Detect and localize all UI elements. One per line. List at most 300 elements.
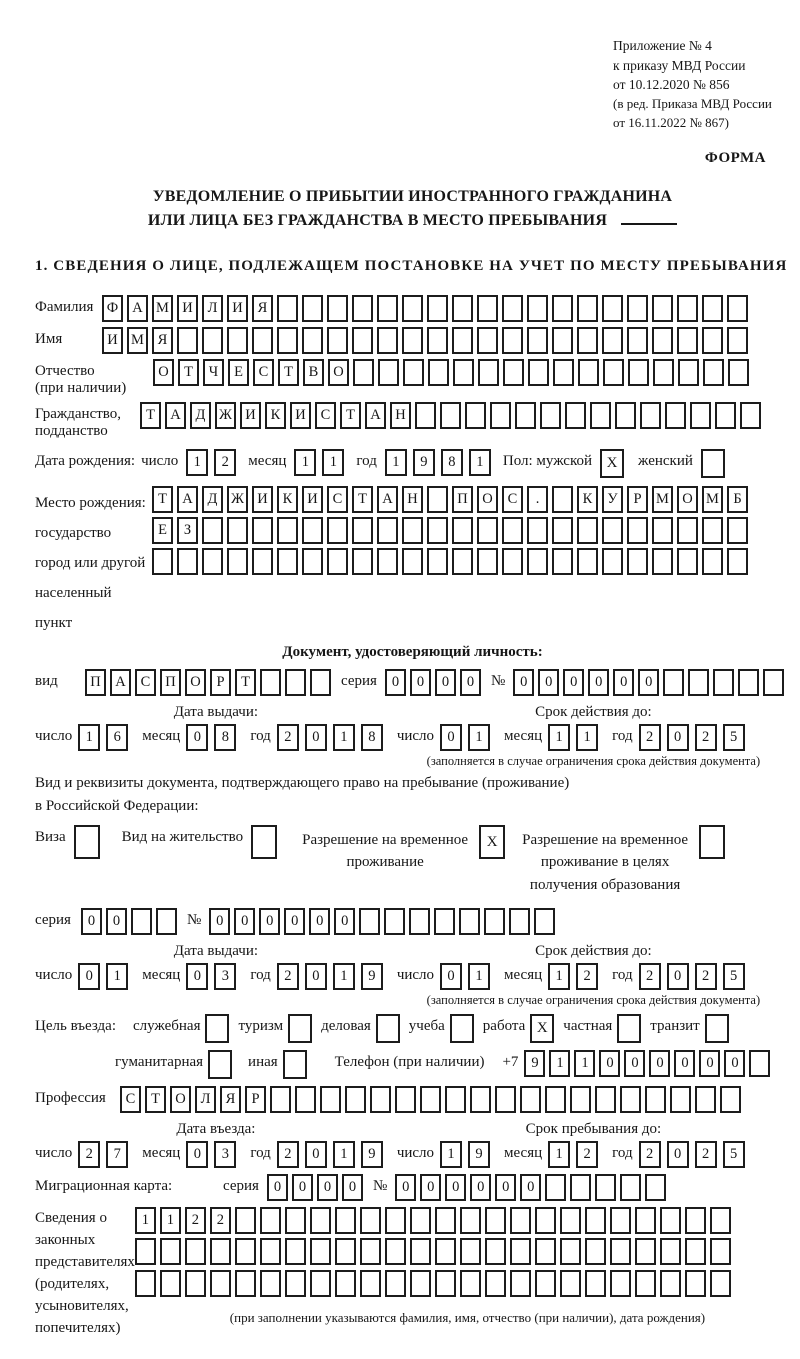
form-cell[interactable]: 0 — [538, 669, 559, 696]
form-cell[interactable] — [577, 327, 598, 354]
form-cell[interactable]: 0 — [460, 669, 481, 696]
form-cell[interactable]: И — [177, 295, 198, 322]
form-cell[interactable] — [377, 517, 398, 544]
form-cell[interactable]: С — [502, 486, 523, 513]
form-cell[interactable] — [252, 327, 273, 354]
form-cell[interactable]: Ч — [203, 359, 224, 386]
form-cell[interactable] — [685, 1270, 706, 1297]
form-cell[interactable] — [665, 402, 686, 429]
form-cell[interactable]: 0 — [385, 669, 406, 696]
form-cell[interactable] — [703, 359, 724, 386]
form-cell[interactable]: 2 — [639, 963, 661, 990]
form-cell[interactable]: 0 — [106, 908, 127, 935]
form-cell[interactable]: А — [177, 486, 198, 513]
purpose-other-checkbox[interactable] — [283, 1050, 307, 1079]
form-cell[interactable] — [527, 295, 548, 322]
form-cell[interactable] — [690, 402, 711, 429]
form-cell[interactable] — [660, 1207, 681, 1234]
form-cell[interactable] — [135, 1270, 156, 1297]
form-cell[interactable]: 1 — [548, 963, 570, 990]
form-cell[interactable] — [570, 1086, 591, 1113]
form-cell[interactable] — [477, 327, 498, 354]
form-cell[interactable]: 1 — [548, 1141, 570, 1168]
form-cell[interactable] — [502, 548, 523, 575]
form-cell[interactable] — [427, 295, 448, 322]
form-cell[interactable] — [652, 548, 673, 575]
form-cell[interactable]: 2 — [576, 1141, 598, 1168]
form-cell[interactable] — [645, 1086, 666, 1113]
form-cell[interactable] — [652, 327, 673, 354]
purpose-tourism-checkbox[interactable] — [288, 1014, 312, 1043]
form-cell[interactable] — [560, 1238, 581, 1265]
form-cell[interactable]: Ф — [102, 295, 123, 322]
form-cell[interactable] — [202, 517, 223, 544]
form-cell[interactable]: 5 — [723, 1141, 745, 1168]
form-cell[interactable] — [377, 327, 398, 354]
form-cell[interactable] — [427, 327, 448, 354]
form-cell[interactable] — [603, 359, 624, 386]
form-cell[interactable]: 9 — [361, 963, 383, 990]
form-cell[interactable]: 7 — [106, 1141, 128, 1168]
form-cell[interactable] — [552, 486, 573, 513]
form-cell[interactable]: Я — [252, 295, 273, 322]
form-cell[interactable] — [552, 517, 573, 544]
form-cell[interactable] — [477, 517, 498, 544]
form-cell[interactable]: 1 — [135, 1207, 156, 1234]
form-cell[interactable] — [285, 1207, 306, 1234]
form-cell[interactable] — [660, 1270, 681, 1297]
form-cell[interactable]: 0 — [667, 724, 689, 751]
form-cell[interactable] — [552, 327, 573, 354]
form-cell[interactable]: И — [227, 295, 248, 322]
form-cell[interactable] — [678, 359, 699, 386]
form-cell[interactable] — [627, 295, 648, 322]
form-cell[interactable]: 2 — [277, 724, 299, 751]
form-cell[interactable]: 3 — [214, 1141, 236, 1168]
purpose-study-checkbox[interactable] — [450, 1014, 474, 1043]
form-cell[interactable]: Т — [352, 486, 373, 513]
form-cell[interactable]: 0 — [599, 1050, 620, 1077]
form-cell[interactable] — [728, 359, 749, 386]
form-cell[interactable] — [410, 1207, 431, 1234]
form-cell[interactable]: Ж — [227, 486, 248, 513]
purpose-official-checkbox[interactable] — [205, 1014, 229, 1043]
gender-male-checkbox[interactable]: X — [600, 449, 624, 478]
form-cell[interactable] — [227, 327, 248, 354]
form-cell[interactable] — [445, 1086, 466, 1113]
form-cell[interactable] — [345, 1086, 366, 1113]
form-cell[interactable]: 0 — [267, 1174, 288, 1201]
form-cell[interactable] — [353, 359, 374, 386]
form-cell[interactable] — [715, 402, 736, 429]
form-cell[interactable] — [509, 908, 530, 935]
form-cell[interactable]: 9 — [361, 1141, 383, 1168]
form-cell[interactable]: И — [302, 486, 323, 513]
form-cell[interactable]: 0 — [292, 1174, 313, 1201]
form-cell[interactable]: Е — [228, 359, 249, 386]
form-cell[interactable] — [713, 669, 734, 696]
form-cell[interactable]: М — [702, 486, 723, 513]
form-cell[interactable]: 9 — [468, 1141, 490, 1168]
form-cell[interactable] — [185, 1270, 206, 1297]
form-cell[interactable] — [160, 1238, 181, 1265]
form-cell[interactable]: 1 — [385, 449, 407, 476]
form-cell[interactable]: М — [652, 486, 673, 513]
form-cell[interactable]: 0 — [674, 1050, 695, 1077]
form-cell[interactable] — [152, 548, 173, 575]
form-cell[interactable]: И — [252, 486, 273, 513]
form-cell[interactable] — [578, 359, 599, 386]
form-cell[interactable] — [720, 1086, 741, 1113]
form-cell[interactable]: 1 — [186, 449, 208, 476]
form-cell[interactable] — [685, 1207, 706, 1234]
form-cell[interactable] — [459, 908, 480, 935]
form-cell[interactable] — [402, 548, 423, 575]
form-cell[interactable]: А — [165, 402, 186, 429]
form-cell[interactable]: 0 — [81, 908, 102, 935]
form-cell[interactable] — [702, 548, 723, 575]
form-cell[interactable] — [620, 1086, 641, 1113]
form-cell[interactable]: П — [85, 669, 106, 696]
form-cell[interactable]: Т — [235, 669, 256, 696]
purpose-humanitarian-checkbox[interactable] — [208, 1050, 232, 1079]
form-cell[interactable] — [577, 548, 598, 575]
form-cell[interactable] — [695, 1086, 716, 1113]
form-cell[interactable] — [385, 1207, 406, 1234]
form-cell[interactable] — [677, 327, 698, 354]
form-cell[interactable]: 1 — [468, 724, 490, 751]
form-cell[interactable] — [602, 295, 623, 322]
form-cell[interactable] — [640, 402, 661, 429]
form-cell[interactable] — [685, 1238, 706, 1265]
form-cell[interactable] — [585, 1238, 606, 1265]
form-cell[interactable]: 0 — [699, 1050, 720, 1077]
form-cell[interactable] — [277, 548, 298, 575]
form-cell[interactable]: 0 — [624, 1050, 645, 1077]
form-cell[interactable] — [552, 295, 573, 322]
form-cell[interactable] — [452, 327, 473, 354]
form-cell[interactable]: И — [290, 402, 311, 429]
form-cell[interactable] — [352, 517, 373, 544]
form-cell[interactable] — [620, 1174, 641, 1201]
form-cell[interactable] — [359, 908, 380, 935]
form-cell[interactable] — [763, 669, 784, 696]
form-cell[interactable] — [377, 295, 398, 322]
form-cell[interactable] — [327, 295, 348, 322]
form-cell[interactable] — [285, 669, 306, 696]
form-cell[interactable] — [402, 295, 423, 322]
purpose-private-checkbox[interactable] — [617, 1014, 641, 1043]
form-cell[interactable]: Т — [152, 486, 173, 513]
form-cell[interactable] — [660, 1238, 681, 1265]
form-cell[interactable] — [702, 327, 723, 354]
form-cell[interactable]: А — [377, 486, 398, 513]
form-cell[interactable] — [535, 1238, 556, 1265]
form-cell[interactable] — [677, 517, 698, 544]
form-cell[interactable] — [385, 1270, 406, 1297]
form-cell[interactable] — [370, 1086, 391, 1113]
form-cell[interactable]: 0 — [435, 669, 456, 696]
form-cell[interactable] — [535, 1270, 556, 1297]
form-cell[interactable] — [202, 548, 223, 575]
form-cell[interactable]: С — [135, 669, 156, 696]
form-cell[interactable]: Т — [178, 359, 199, 386]
form-cell[interactable] — [310, 669, 331, 696]
form-cell[interactable]: Р — [210, 669, 231, 696]
form-cell[interactable] — [260, 669, 281, 696]
form-cell[interactable] — [477, 295, 498, 322]
form-cell[interactable] — [235, 1207, 256, 1234]
form-cell[interactable] — [465, 402, 486, 429]
form-cell[interactable]: И — [102, 327, 123, 354]
form-cell[interactable] — [460, 1270, 481, 1297]
form-cell[interactable]: Н — [390, 402, 411, 429]
form-cell[interactable] — [610, 1238, 631, 1265]
form-cell[interactable]: Н — [402, 486, 423, 513]
form-cell[interactable]: 2 — [639, 724, 661, 751]
form-cell[interactable]: 2 — [214, 449, 236, 476]
form-cell[interactable] — [702, 295, 723, 322]
form-cell[interactable] — [410, 1238, 431, 1265]
form-cell[interactable]: 8 — [214, 724, 236, 751]
form-cell[interactable]: 2 — [695, 1141, 717, 1168]
temporary-residence-education-checkbox[interactable] — [699, 825, 725, 859]
form-cell[interactable]: 2 — [185, 1207, 206, 1234]
form-cell[interactable]: 1 — [106, 963, 128, 990]
form-cell[interactable]: О — [677, 486, 698, 513]
form-cell[interactable] — [560, 1270, 581, 1297]
form-cell[interactable] — [585, 1207, 606, 1234]
form-cell[interactable]: В — [303, 359, 324, 386]
form-cell[interactable]: 1 — [322, 449, 344, 476]
form-cell[interactable] — [227, 548, 248, 575]
form-cell[interactable] — [610, 1207, 631, 1234]
form-cell[interactable]: 1 — [468, 963, 490, 990]
form-cell[interactable]: 0 — [78, 963, 100, 990]
form-cell[interactable] — [177, 548, 198, 575]
form-cell[interactable] — [602, 548, 623, 575]
form-cell[interactable]: 2 — [277, 963, 299, 990]
form-cell[interactable]: 9 — [524, 1050, 545, 1077]
purpose-work-checkbox[interactable]: X — [530, 1014, 554, 1043]
form-cell[interactable] — [453, 359, 474, 386]
form-cell[interactable] — [615, 402, 636, 429]
form-cell[interactable]: 2 — [78, 1141, 100, 1168]
form-cell[interactable] — [710, 1207, 731, 1234]
form-cell[interactable]: 0 — [334, 908, 355, 935]
form-cell[interactable] — [602, 517, 623, 544]
form-cell[interactable]: 0 — [342, 1174, 363, 1201]
form-cell[interactable] — [628, 359, 649, 386]
form-cell[interactable] — [727, 327, 748, 354]
form-cell[interactable]: 0 — [305, 963, 327, 990]
form-cell[interactable]: 8 — [361, 724, 383, 751]
form-cell[interactable]: Я — [220, 1086, 241, 1113]
form-cell[interactable] — [327, 327, 348, 354]
form-cell[interactable]: Т — [145, 1086, 166, 1113]
form-cell[interactable]: 2 — [277, 1141, 299, 1168]
form-cell[interactable] — [260, 1238, 281, 1265]
form-cell[interactable] — [485, 1270, 506, 1297]
form-cell[interactable]: Е — [152, 517, 173, 544]
form-cell[interactable] — [310, 1207, 331, 1234]
form-cell[interactable] — [135, 1238, 156, 1265]
form-cell[interactable] — [527, 548, 548, 575]
form-cell[interactable] — [510, 1270, 531, 1297]
form-cell[interactable] — [310, 1270, 331, 1297]
form-cell[interactable]: Л — [202, 295, 223, 322]
form-cell[interactable]: 3 — [214, 963, 236, 990]
form-cell[interactable] — [595, 1174, 616, 1201]
form-cell[interactable] — [460, 1238, 481, 1265]
form-cell[interactable] — [235, 1270, 256, 1297]
form-cell[interactable] — [285, 1270, 306, 1297]
form-cell[interactable] — [360, 1238, 381, 1265]
form-cell[interactable]: 1 — [160, 1207, 181, 1234]
form-cell[interactable] — [335, 1238, 356, 1265]
form-cell[interactable] — [702, 517, 723, 544]
form-cell[interactable]: А — [365, 402, 386, 429]
form-cell[interactable]: 1 — [78, 724, 100, 751]
form-cell[interactable] — [527, 327, 548, 354]
form-cell[interactable] — [677, 295, 698, 322]
form-cell[interactable]: 0 — [613, 669, 634, 696]
form-cell[interactable] — [710, 1270, 731, 1297]
form-cell[interactable] — [502, 327, 523, 354]
form-cell[interactable] — [427, 548, 448, 575]
form-cell[interactable] — [484, 908, 505, 935]
form-cell[interactable]: И — [240, 402, 261, 429]
form-cell[interactable] — [156, 908, 177, 935]
form-cell[interactable] — [515, 402, 536, 429]
form-cell[interactable] — [527, 517, 548, 544]
form-cell[interactable]: 0 — [317, 1174, 338, 1201]
form-cell[interactable] — [452, 548, 473, 575]
form-cell[interactable]: . — [527, 486, 548, 513]
form-cell[interactable] — [277, 295, 298, 322]
form-cell[interactable] — [302, 295, 323, 322]
form-cell[interactable] — [552, 548, 573, 575]
form-cell[interactable] — [270, 1086, 291, 1113]
form-cell[interactable] — [520, 1086, 541, 1113]
form-cell[interactable]: 0 — [186, 963, 208, 990]
form-cell[interactable]: 1 — [333, 1141, 355, 1168]
form-cell[interactable]: 1 — [440, 1141, 462, 1168]
form-cell[interactable] — [360, 1207, 381, 1234]
form-cell[interactable] — [352, 295, 373, 322]
form-cell[interactable] — [160, 1270, 181, 1297]
form-cell[interactable] — [302, 548, 323, 575]
form-cell[interactable]: 1 — [333, 963, 355, 990]
form-cell[interactable]: К — [265, 402, 286, 429]
form-cell[interactable]: Л — [195, 1086, 216, 1113]
form-cell[interactable]: 0 — [520, 1174, 541, 1201]
form-cell[interactable]: 0 — [445, 1174, 466, 1201]
form-cell[interactable] — [295, 1086, 316, 1113]
form-cell[interactable]: Б — [727, 486, 748, 513]
form-cell[interactable] — [727, 517, 748, 544]
form-cell[interactable] — [663, 669, 684, 696]
form-cell[interactable]: С — [327, 486, 348, 513]
form-cell[interactable] — [545, 1086, 566, 1113]
form-cell[interactable] — [235, 1238, 256, 1265]
form-cell[interactable] — [503, 359, 524, 386]
form-cell[interactable] — [534, 908, 555, 935]
form-cell[interactable]: 1 — [469, 449, 491, 476]
form-cell[interactable] — [435, 1207, 456, 1234]
form-cell[interactable]: 0 — [309, 908, 330, 935]
form-cell[interactable]: 1 — [333, 724, 355, 751]
form-cell[interactable] — [710, 1238, 731, 1265]
form-cell[interactable] — [470, 1086, 491, 1113]
form-cell[interactable]: 0 — [667, 963, 689, 990]
form-cell[interactable] — [428, 359, 449, 386]
form-cell[interactable] — [210, 1270, 231, 1297]
form-cell[interactable] — [545, 1174, 566, 1201]
form-cell[interactable] — [738, 669, 759, 696]
form-cell[interactable] — [427, 486, 448, 513]
form-cell[interactable] — [485, 1207, 506, 1234]
form-cell[interactable] — [327, 548, 348, 575]
form-cell[interactable] — [327, 517, 348, 544]
form-cell[interactable] — [352, 327, 373, 354]
form-cell[interactable]: 2 — [639, 1141, 661, 1168]
form-cell[interactable] — [477, 548, 498, 575]
form-cell[interactable]: 1 — [548, 724, 570, 751]
purpose-business-checkbox[interactable] — [376, 1014, 400, 1043]
form-cell[interactable] — [627, 327, 648, 354]
form-cell[interactable]: 0 — [420, 1174, 441, 1201]
form-cell[interactable]: 0 — [563, 669, 584, 696]
form-cell[interactable] — [402, 517, 423, 544]
form-cell[interactable] — [377, 548, 398, 575]
form-cell[interactable]: Т — [340, 402, 361, 429]
form-cell[interactable]: 1 — [574, 1050, 595, 1077]
form-cell[interactable]: 0 — [305, 1141, 327, 1168]
form-cell[interactable]: 0 — [259, 908, 280, 935]
form-cell[interactable]: 0 — [395, 1174, 416, 1201]
residence-permit-checkbox[interactable] — [251, 825, 277, 859]
form-cell[interactable] — [277, 327, 298, 354]
form-cell[interactable] — [585, 1270, 606, 1297]
form-cell[interactable]: З — [177, 517, 198, 544]
form-cell[interactable] — [590, 402, 611, 429]
form-cell[interactable] — [440, 402, 461, 429]
form-cell[interactable] — [420, 1086, 441, 1113]
form-cell[interactable]: А — [110, 669, 131, 696]
form-cell[interactable] — [577, 295, 598, 322]
form-cell[interactable]: 0 — [724, 1050, 745, 1077]
form-cell[interactable]: 0 — [513, 669, 534, 696]
form-cell[interactable]: 0 — [649, 1050, 670, 1077]
form-cell[interactable] — [185, 1238, 206, 1265]
form-cell[interactable] — [352, 548, 373, 575]
form-cell[interactable] — [502, 295, 523, 322]
form-cell[interactable] — [202, 327, 223, 354]
form-cell[interactable]: П — [160, 669, 181, 696]
form-cell[interactable]: 0 — [209, 908, 230, 935]
form-cell[interactable]: 0 — [470, 1174, 491, 1201]
form-cell[interactable]: Т — [140, 402, 161, 429]
form-cell[interactable] — [285, 1238, 306, 1265]
form-cell[interactable]: 0 — [186, 1141, 208, 1168]
form-cell[interactable] — [384, 908, 405, 935]
form-cell[interactable] — [335, 1270, 356, 1297]
form-cell[interactable]: Д — [202, 486, 223, 513]
form-cell[interactable] — [302, 327, 323, 354]
form-cell[interactable]: 8 — [441, 449, 463, 476]
form-cell[interactable] — [320, 1086, 341, 1113]
